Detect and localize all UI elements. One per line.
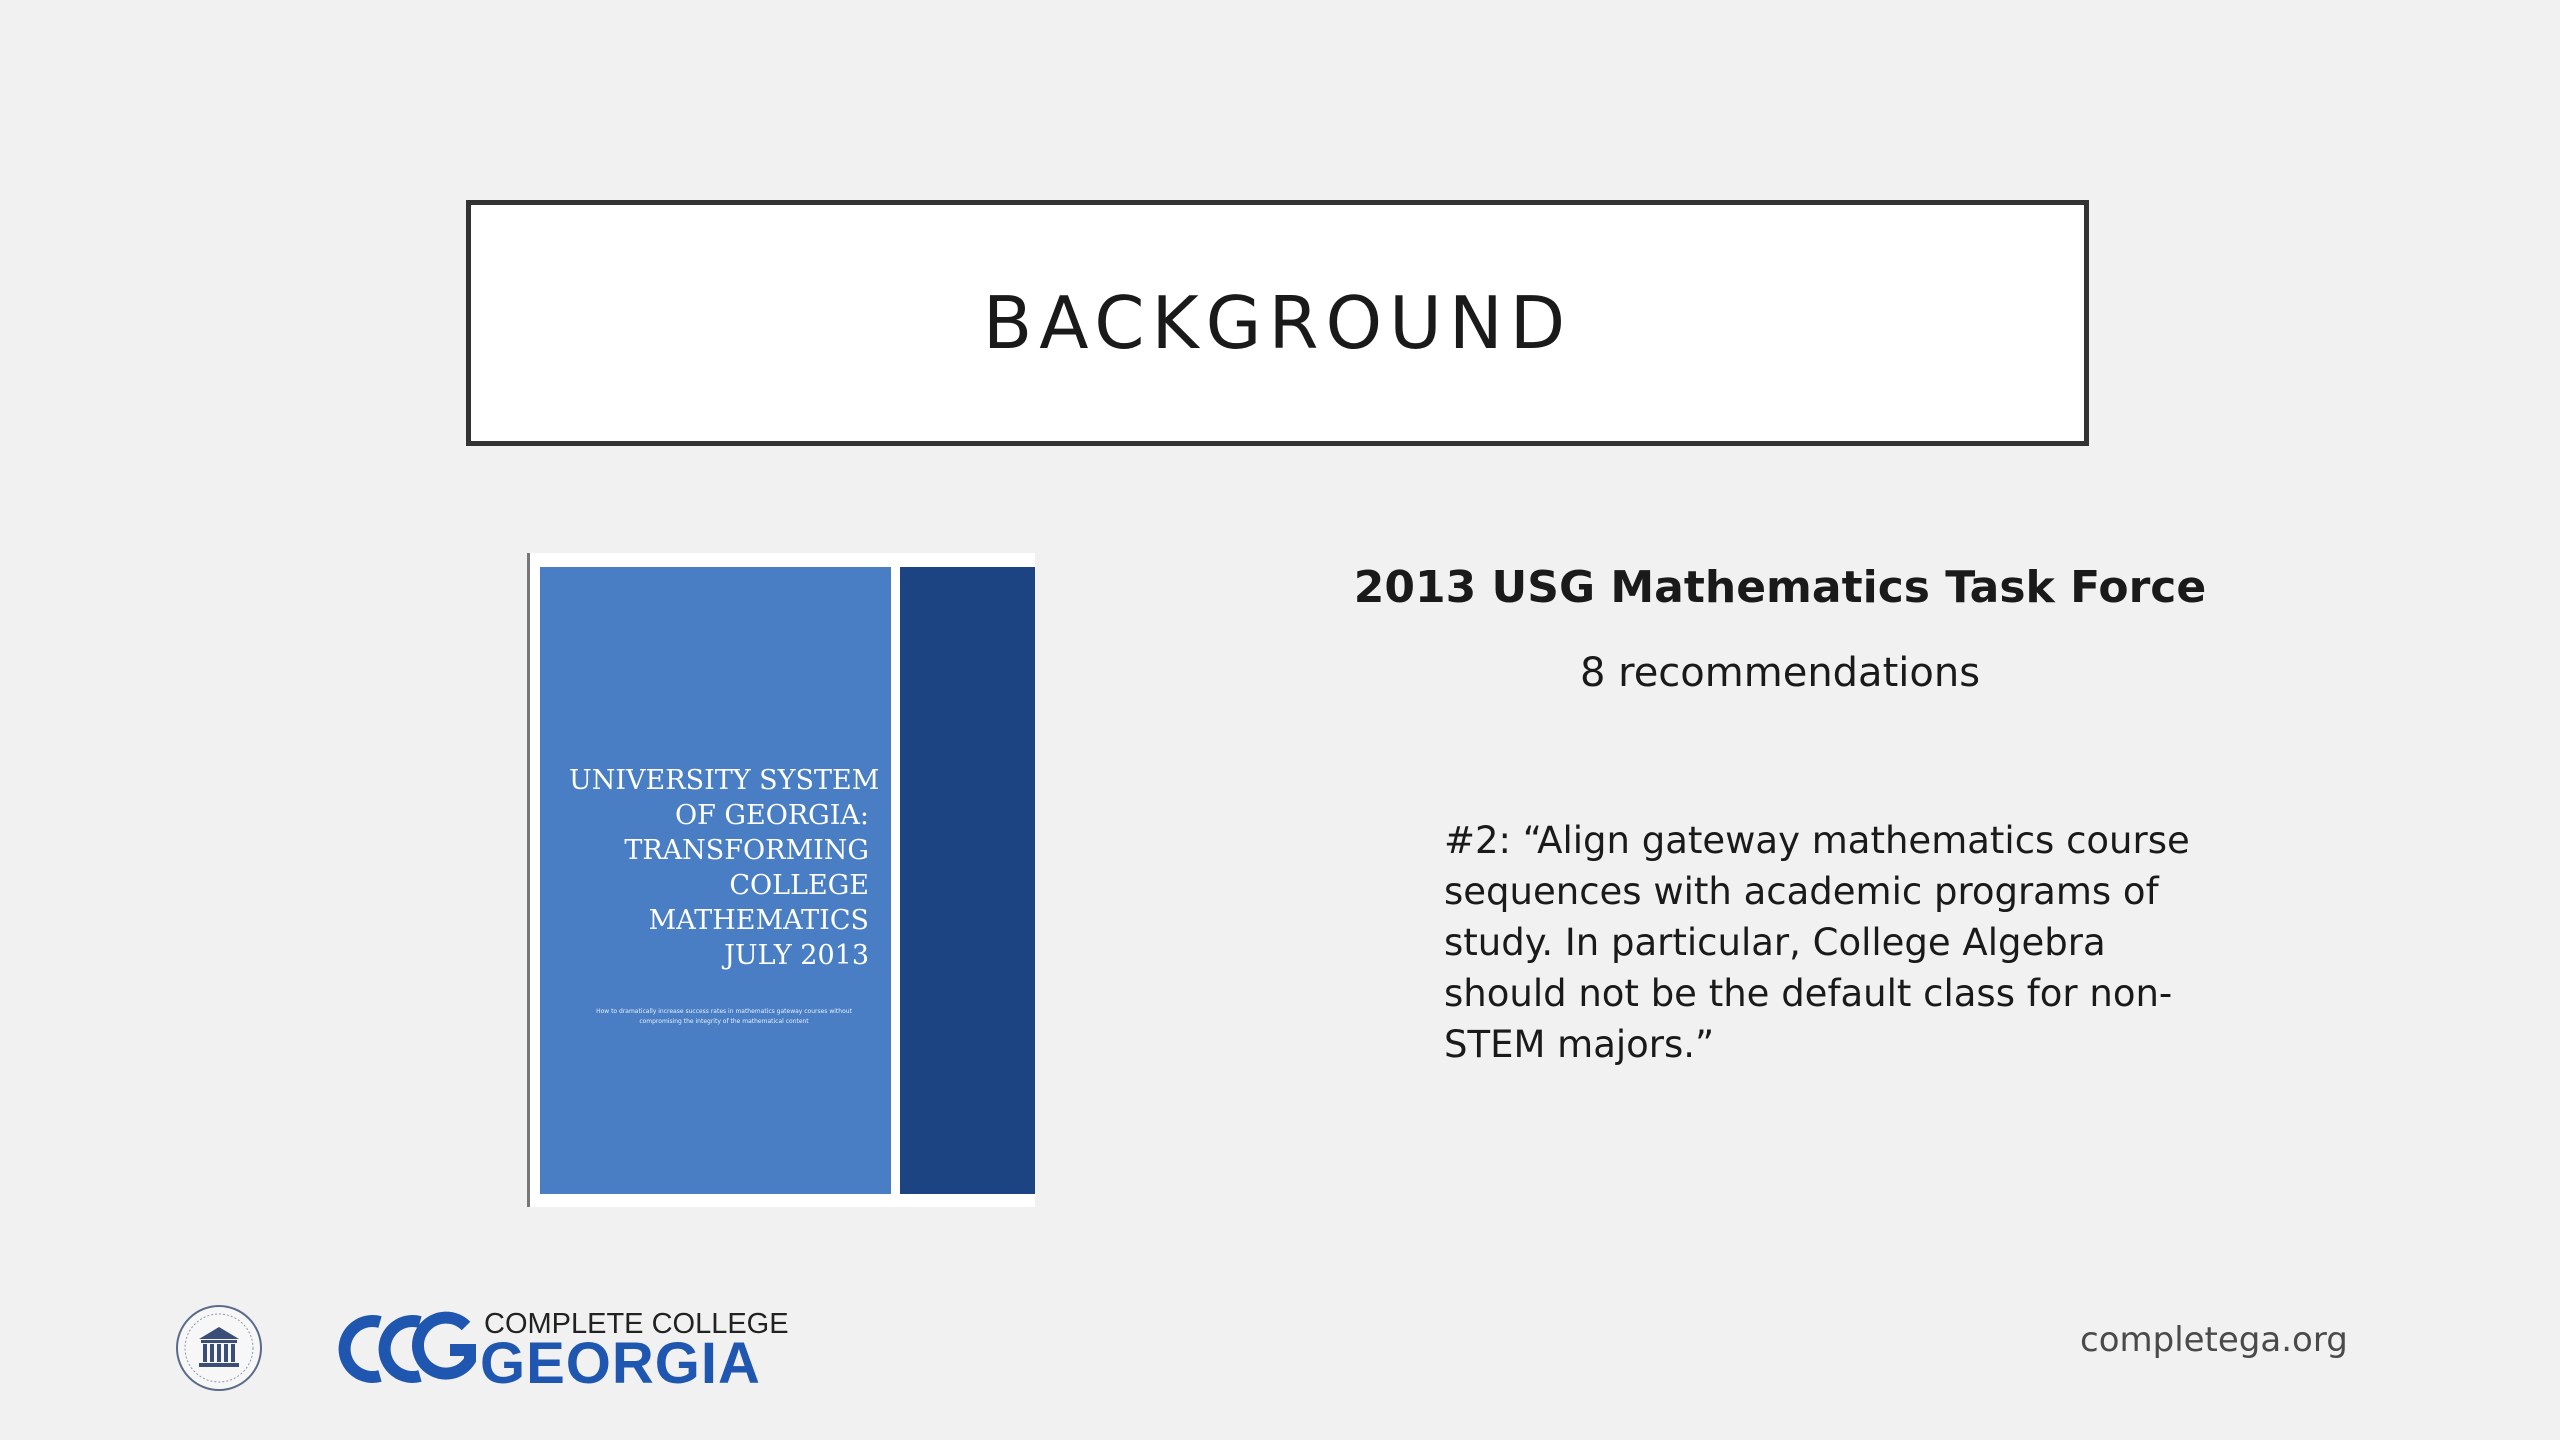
report-cover-title-line: COLLEGE [729, 870, 869, 901]
report-cover-image [527, 553, 1035, 1207]
recommendations-count: 8 recommendations [1579, 650, 1981, 696]
report-cover-main-panel [540, 567, 891, 1194]
report-cover-title-line: UNIVERSITY SYSTEM [569, 765, 880, 796]
report-cover-side-strip [900, 567, 1035, 1194]
report-cover-title-line: OF GEORGIA: [674, 800, 869, 831]
website-url[interactable]: completega.org [2080, 1320, 2348, 1360]
report-cover-subtitle: How to dramatically increase success rates in mathematics gateway courses without compromising the integrity of the mathematical content [596, 1008, 852, 1025]
recommendation-quote: #2: “Align gateway mathematics course sequences with academic programs of study. In particular, College Algebra should not be the default class for non-STEM majors.” [1444, 819, 2190, 1066]
title-box [466, 200, 2089, 446]
report-cover-title-line: TRANSFORMING [624, 835, 869, 866]
logo-text-georgia: GEORGIA [480, 1331, 761, 1396]
report-cover-title [569, 763, 880, 973]
report-cover-title-line: JULY 2013 [724, 940, 869, 971]
ccg-logo-mark-icon [332, 1304, 482, 1394]
report-cover-title-line: MATHEMATICS [648, 905, 869, 936]
complete-college-georgia-logo [332, 1304, 789, 1396]
task-force-heading: 2013 USG Mathematics Task Force [1353, 562, 2207, 613]
logo-text-complete-college: COMPLETE COLLEGE [484, 1308, 789, 1340]
slide-title: BACKGROUND [982, 281, 1573, 365]
university-system-seal-icon [174, 1303, 264, 1393]
